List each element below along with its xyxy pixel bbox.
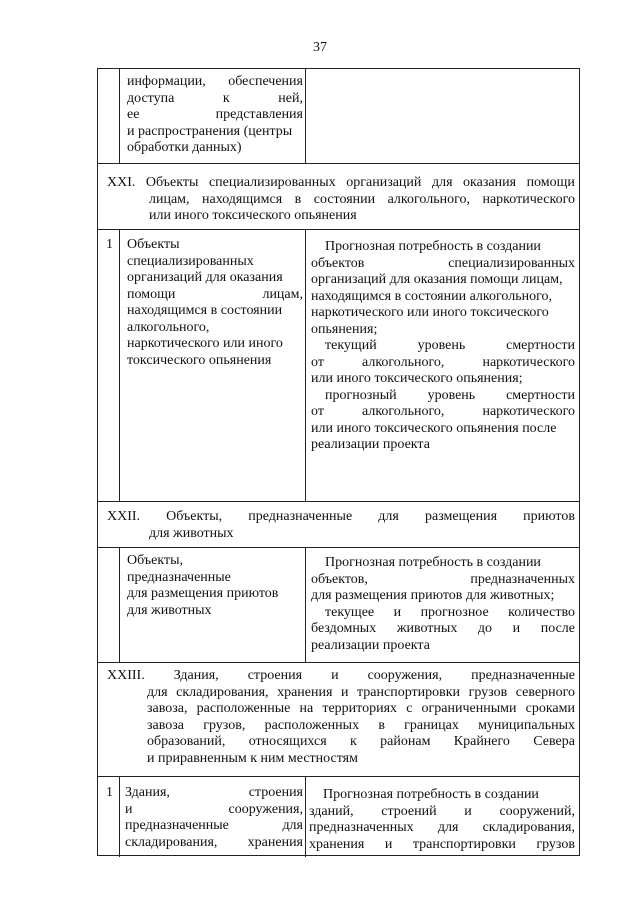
indicator-line: бездомных животных до и после [311,621,575,636]
indicator-line: от алкогольного, наркотического [311,354,575,370]
indicator-line: прогнозный уровень смертности [325,387,575,403]
indicator-line: текущий уровень смертности [325,338,575,353]
row-divider [98,776,579,777]
name-line: складирования, хранения [125,834,303,850]
heading-line: для животных [149,525,234,541]
heading-line: или иного токсического опьянения [149,208,357,223]
indicator-line: реализации проекта [311,637,430,653]
indicator-line: находящимся в состоянии алкогольного, [311,288,552,304]
name-line: специализированных [127,253,254,269]
indicator-line: реализации проекта [311,437,430,452]
indicator-line: предназначенных для складирования, [309,820,575,835]
heading-line: XXII. Объекты, предназначенные для размещения приютов [107,509,575,524]
indicator-line: или иного токсического опьянения после [311,420,557,436]
object-name-cell [127,74,303,157]
indicator-line: опьянения; [311,321,378,337]
name-line: и сооружения, [125,801,303,817]
name-line: предназначенные для [125,818,303,833]
indicator-line: объектов, предназначенных [311,571,575,587]
indicator-line: для размещения приютов для животных; [311,588,555,603]
name-line: алкогольного, [127,319,210,335]
name-line: информации, обеспечения [127,74,303,89]
object-name-cell [127,553,303,619]
indicator-cell [309,787,575,853]
object-name-cell [125,785,303,851]
indicator-line: от алкогольного, наркотического [311,404,575,419]
col-divider [119,547,120,662]
row-divider [98,229,579,230]
section-heading [107,509,575,542]
heading-line: XXI. Объекты специализированных организаций для оказания помощи [107,175,575,190]
name-line: предназначенные [127,569,231,585]
name-line: находящимся в состоянии [127,303,283,318]
indicator-line: Прогнозная потребность в создании [325,239,541,254]
indicator-cell [311,239,575,454]
objects-table [97,68,580,856]
name-line: Объекты, [127,553,183,568]
page-number: 37 [313,40,327,55]
name-line: наркотического или иного [127,336,283,351]
indicator-line: зданий, строений и сооружений, [309,803,575,819]
name-line: ее представления [127,107,303,122]
indicator-line: Прогнозная потребность в создании [325,555,541,570]
name-line: Здания, строения [125,785,303,800]
heading-line: завоза грузов, расположенных в границах муниципальных [147,717,575,733]
col-divider [305,69,306,163]
name-line: помощи лицам, [127,286,303,302]
heading-line: и приравненным к ним местностям [147,750,358,766]
heading-line: лицам, находящимся в состоянии алкогольного, наркотического [149,191,575,207]
heading-line: XXIII. Здания, строения и сооружения, предназначенные [107,668,575,683]
col-divider [305,776,306,857]
indicator-line: наркотического или иного токсического [311,305,549,320]
name-line: обработки данных) [127,140,242,155]
col-divider [305,547,306,662]
indicator-line: хранения и транспортировки грузов [309,836,575,852]
indicator-cell [311,555,575,654]
name-line: для размещения приютов [127,586,279,601]
heading-line: завоза, расположенные на территориях с ограниченными сроками [147,701,575,716]
row-divider [98,547,579,548]
col-divider [305,229,306,501]
heading-line: образований, относящихся к районам Крайнего Севера [147,734,575,749]
row-divider [98,163,579,164]
row-divider [98,501,579,502]
name-line: доступа к ней, [127,90,303,106]
indicator-line: Прогнозная потребность в создании [323,787,539,802]
indicator-line: организаций для оказания помощи лицам, [311,272,563,287]
heading-line: для складирования, хранения и транспортировки грузов северного [147,684,575,700]
section-heading [107,175,575,225]
row-number: 1 [106,785,113,800]
row-divider [98,662,579,663]
name-line: для животных [127,602,212,618]
name-line: организаций для оказания [127,270,283,285]
section-heading [107,668,575,767]
name-line: и распространения (центры [127,123,293,139]
indicator-line: текущее и прогнозное количество [325,604,575,620]
indicator-line: объектов специализированных [311,255,575,271]
object-name-cell [127,237,303,369]
indicator-line: или иного токсического опьянения; [311,371,523,386]
col-divider [119,69,120,163]
name-line: токсического опьянения [127,352,272,368]
name-line: Объекты [127,237,180,252]
row-number: 1 [106,237,113,252]
col-divider [119,776,120,857]
col-divider [119,229,120,501]
